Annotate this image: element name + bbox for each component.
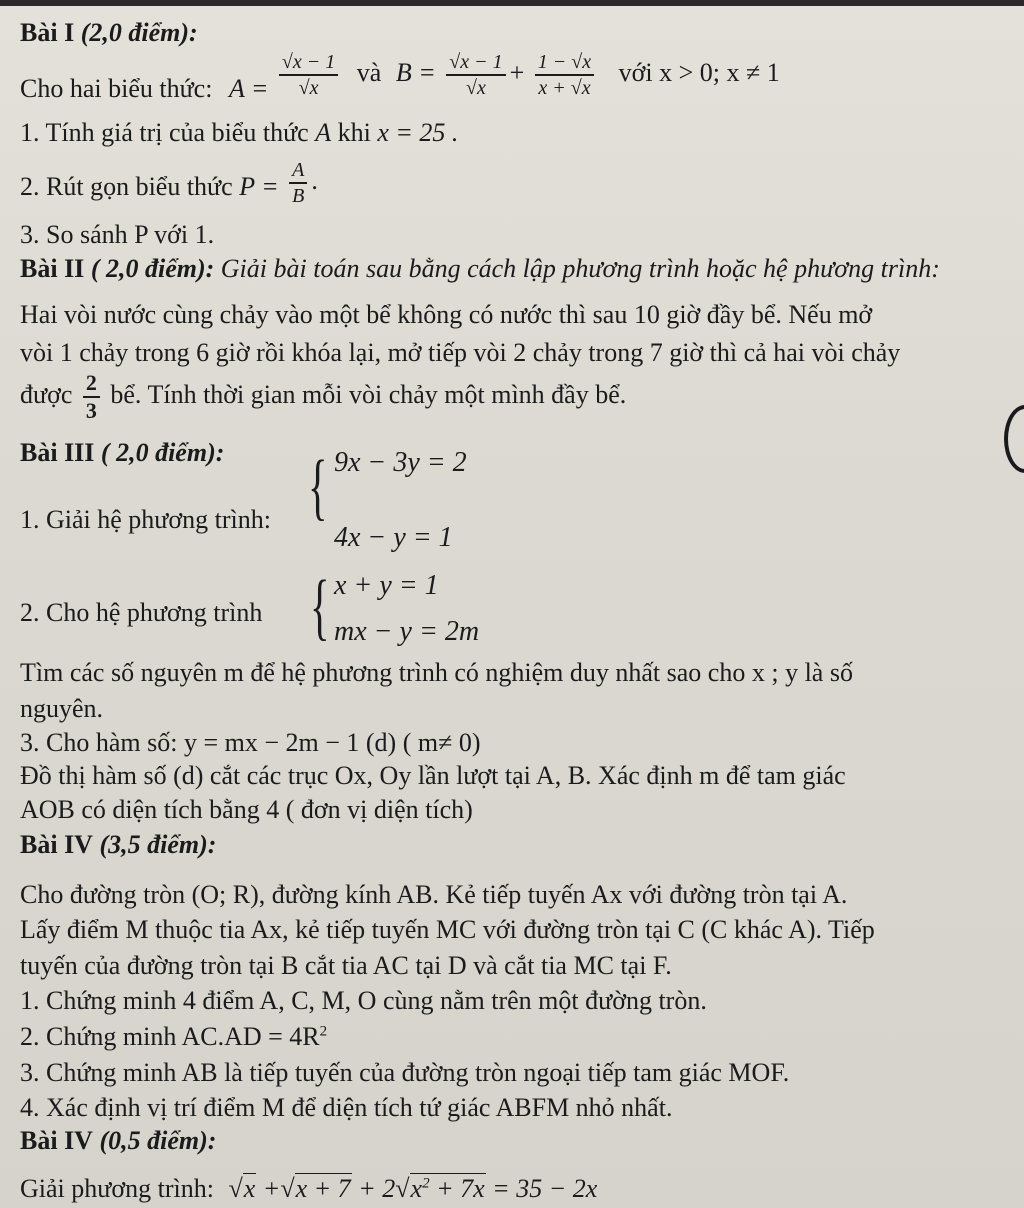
- and-word: và: [356, 57, 382, 87]
- bai4-q3: 3. Chứng minh AB là tiếp tuyến của đường tròn ngoại tiếp tam giác MOF.: [20, 1058, 790, 1087]
- bai5-label: Giải phương trình:: [20, 1174, 214, 1203]
- bai3-q2-label: 2. Cho hệ phương trình: [20, 598, 263, 627]
- bai2-line3-suffix: bể. Tính thời gian mỗi vòi chảy một mình đầy bể.: [110, 379, 627, 409]
- system1-eq1: 9x − 3y = 2: [334, 447, 467, 478]
- bai4-title: Bài IV: [20, 830, 93, 859]
- system2-brace: {: [309, 566, 330, 648]
- margin-mark: [1004, 405, 1024, 473]
- bai5-heading: [20, 1128, 216, 1154]
- q2-dot: .: [311, 165, 318, 195]
- expr-A-denominator: √x: [298, 77, 319, 99]
- system1-eq2: 4x − y = 1: [334, 522, 453, 553]
- bai1-q1: [20, 120, 458, 146]
- expr-B-numerator-1: √x − 1: [446, 52, 505, 76]
- sqrt-x-plus-7: x + 7: [295, 1174, 351, 1203]
- bai2-task: Giải bài toán sau bằng cách lập phương trình hoặc hệ phương trình:: [220, 254, 940, 283]
- system2-eq2: mx − y = 2m: [334, 616, 480, 647]
- bai1-title: Bài I: [20, 18, 75, 47]
- bai4-points: (3,5 điểm):: [99, 830, 217, 859]
- q2-numerator: A: [289, 160, 307, 184]
- q2-fraction: [289, 160, 307, 206]
- bai4-q1: 1. Chứng minh 4 điểm A, C, M, O cùng nằm trên một đường tròn.: [20, 986, 707, 1015]
- bai1-q3: 3. So sánh P với 1.: [20, 220, 215, 249]
- bai3-q3-line2: Đồ thị hàm số (d) cắt các trục Ox, Oy lần lượt tại A, B. Xác định m để tam giác: [20, 761, 846, 790]
- bai3-q2-text1: Tìm các số nguyên m để hệ phương trình có nghiệm duy nhất sao cho x ; y là số: [20, 658, 853, 687]
- system2-eq1: x + y = 1: [334, 570, 439, 601]
- expr-A-label: A =: [228, 73, 269, 103]
- bai1-expressions: [20, 51, 780, 103]
- bai4-q4: 4. Xác định vị trí điểm M để diện tích tứ giác ABFM nhỏ nhất.: [20, 1093, 673, 1122]
- bai2-points: ( 2,0 điểm):: [90, 254, 215, 283]
- bai4-line2: Lấy điểm M thuộc tia Ax, kẻ tiếp tuyến MC với đường tròn tại C (C khác A). Tiếp: [20, 915, 875, 944]
- bai3-heading: [20, 440, 224, 466]
- plus-sign: +: [509, 57, 525, 87]
- q1-suffix: khi: [337, 118, 371, 147]
- q1-cond: x = 25 .: [377, 118, 459, 147]
- bai2-line3: [20, 372, 626, 422]
- bai5-points: (0,5 điểm):: [99, 1126, 217, 1155]
- bai4-q2-text: 2. Chứng minh AC.AD = 4R: [20, 1022, 320, 1051]
- bai5-equation: $√x +√x + 7 + 2√x^2 + 7x = 35 - 2x$: [228, 1174, 598, 1203]
- condition-text: với x > 0; x ≠ 1: [618, 57, 780, 87]
- eq-rhs: = 35 − 2x: [492, 1174, 598, 1203]
- expr-B-numerator-2: 1 − √x: [535, 52, 594, 76]
- sqrt-x: x: [243, 1174, 256, 1203]
- expr-B-denominator-2: x + √x: [538, 77, 591, 99]
- q2-denominator: B: [292, 185, 305, 207]
- sqrt-x2-sup: 2: [422, 1175, 430, 1192]
- bai5-equation-line: [20, 1176, 597, 1202]
- q2-prefix: 2. Rút gọn biểu thức: [20, 171, 233, 201]
- bai5-title: Bài IV: [20, 1126, 93, 1155]
- bai4-line3: tuyến của đường tròn tại B cắt tia AC tại D và cắt tia MC tại F.: [20, 951, 672, 980]
- bai3-q1-label: 1. Giải hệ phương trình:: [20, 505, 271, 534]
- q2-P: P =: [239, 171, 279, 201]
- expr-B-label: B =: [395, 57, 436, 87]
- bai4-heading: [20, 832, 216, 858]
- expr-B-fraction-2: [535, 52, 594, 98]
- bai2-line2: vòi 1 chảy trong 6 giờ rồi khóa lại, mở tiếp vòi 2 chảy trong 7 giờ thì cả hai vòi chảy: [20, 338, 901, 367]
- eq-plus1: +: [262, 1174, 281, 1203]
- bai2-title: Bài II: [20, 254, 85, 283]
- q1-prefix: 1. Tính giá trị của biểu thức: [20, 118, 309, 147]
- bai1-intro: Cho hai biểu thức:: [20, 73, 213, 103]
- bai4-q2: [20, 1024, 327, 1050]
- bai4-line1: Cho đường tròn (O; R), đường kính AB. Kẻ tiếp tuyến Ax với đường tròn tại A.: [20, 880, 848, 909]
- bai3-title: Bài III: [20, 438, 95, 467]
- bai3-q3-line1: 3. Cho hàm số: y = mx − 2m − 1 (d) ( m≠ 0): [20, 728, 481, 757]
- bai3-q2-text2: nguyên.: [20, 694, 104, 723]
- expr-A-numerator: √x − 1: [279, 52, 338, 76]
- eq-plus2: + 2: [358, 1174, 396, 1203]
- top-border: [0, 0, 1024, 6]
- expr-B-denominator-1: √x: [466, 77, 486, 99]
- bai3-points: ( 2,0 điểm):: [100, 438, 225, 467]
- sqrt-x2-rest: + 7x: [429, 1174, 485, 1203]
- bai2-frac-den: 3: [85, 398, 97, 423]
- expr-B-fraction-1: [446, 52, 505, 98]
- bai2-fraction: [83, 372, 100, 422]
- bai3-q3-line3: AOB có diện tích bằng 4 ( đơn vị diện tích): [20, 795, 473, 824]
- bai1-points: (2,0 điểm):: [80, 18, 198, 47]
- bai2-heading: [20, 256, 940, 282]
- sqrt-x2-base: x: [410, 1174, 423, 1203]
- q1-var: A: [315, 118, 332, 147]
- expr-A-fraction: [279, 52, 338, 98]
- bai4-q2-sup: 2: [319, 1023, 328, 1040]
- bai1-q2: [20, 160, 318, 206]
- bai2-line1: Hai vòi nước cùng chảy vào một bể không có nước thì sau 10 giờ đầy bể. Nếu mở: [20, 300, 873, 329]
- sqrt-x2-plus-7x: [410, 1173, 486, 1203]
- bai2-line3-prefix: được: [20, 379, 73, 409]
- bai1-heading: [20, 20, 198, 46]
- bai2-frac-num: 2: [83, 372, 100, 398]
- system1-brace: {: [307, 446, 328, 528]
